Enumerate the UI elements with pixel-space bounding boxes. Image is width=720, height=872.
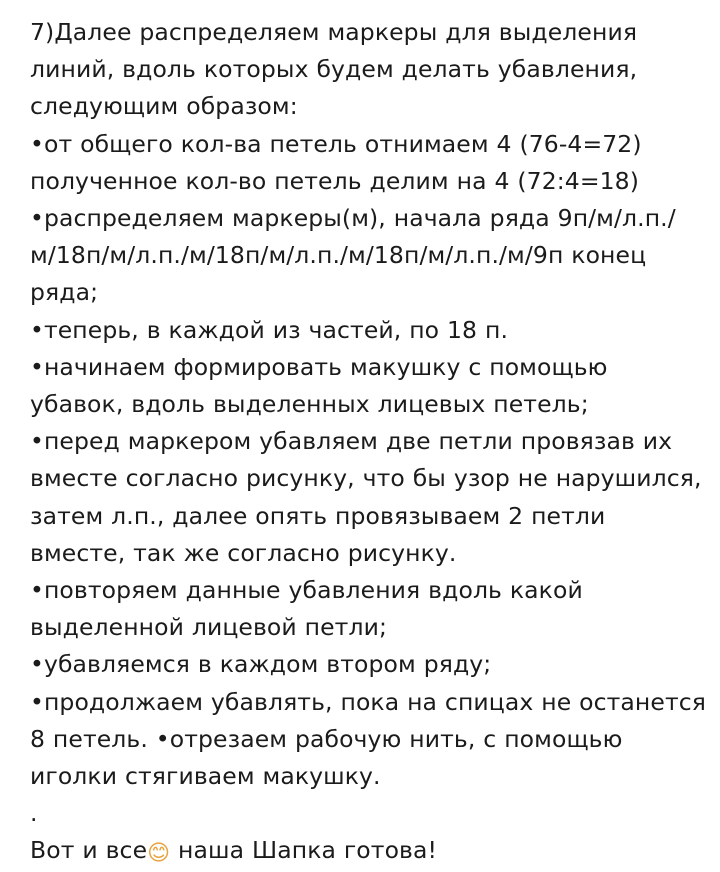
paragraph-crown-start: •начинаем формировать макушку с помощью убавок, вдоль выделенных лицевых петель; <box>30 352 616 419</box>
smiling-face-emoji: 😊 <box>147 841 171 867</box>
paragraph-marker-distribution: •распределяем маркеры(м), начала ряда 9п/м/л.п./м/18п/м/л.п./м/18п/м/л.п./м/18п/м/л.п./м/9п конец ряда; <box>30 204 676 307</box>
paragraph-stitch-math: •от общего кол-ва петель отнимаем 4 (76-4=72) полученное кол-во петель делим на 4 (72:4=18) <box>30 129 650 195</box>
paragraph-step-7: 7)Далее распределяем маркеры для выделения линий, вдоль которых будем делать убавления, следующим образом: <box>30 18 646 121</box>
paragraph-decrease-method: •перед маркером убавляем две петли провязав их вместе согласно рисунку, что бы узор не нарушился, затем л.п., далее опять провязываем 2 петли вместе, так же согласно рисунку. <box>30 427 710 567</box>
paragraph-finish-eight-stitches: •продолжаем убавлять, пока на спицах не останется 8 петель. •отрезаем рабочую нить, с помощью иголки стягиваем макушку. <box>30 687 714 791</box>
paragraph-every-second-row: •убавляемся в каждом втором ряду; <box>30 650 492 679</box>
paragraph-repeat-decreases: •повторяем данные убавления вдоль какой выделенной лицевой петли; <box>30 576 591 642</box>
closing-text-before: Вот и все <box>30 836 148 865</box>
instruction-text-block <box>30 14 714 872</box>
closing-line <box>30 832 706 872</box>
separator-dot: . <box>30 799 38 828</box>
paragraph-parts-count: •теперь, в каждой из частей, по 18 п. <box>30 315 509 344</box>
closing-text-after: наша Шапка готова! <box>170 836 438 865</box>
